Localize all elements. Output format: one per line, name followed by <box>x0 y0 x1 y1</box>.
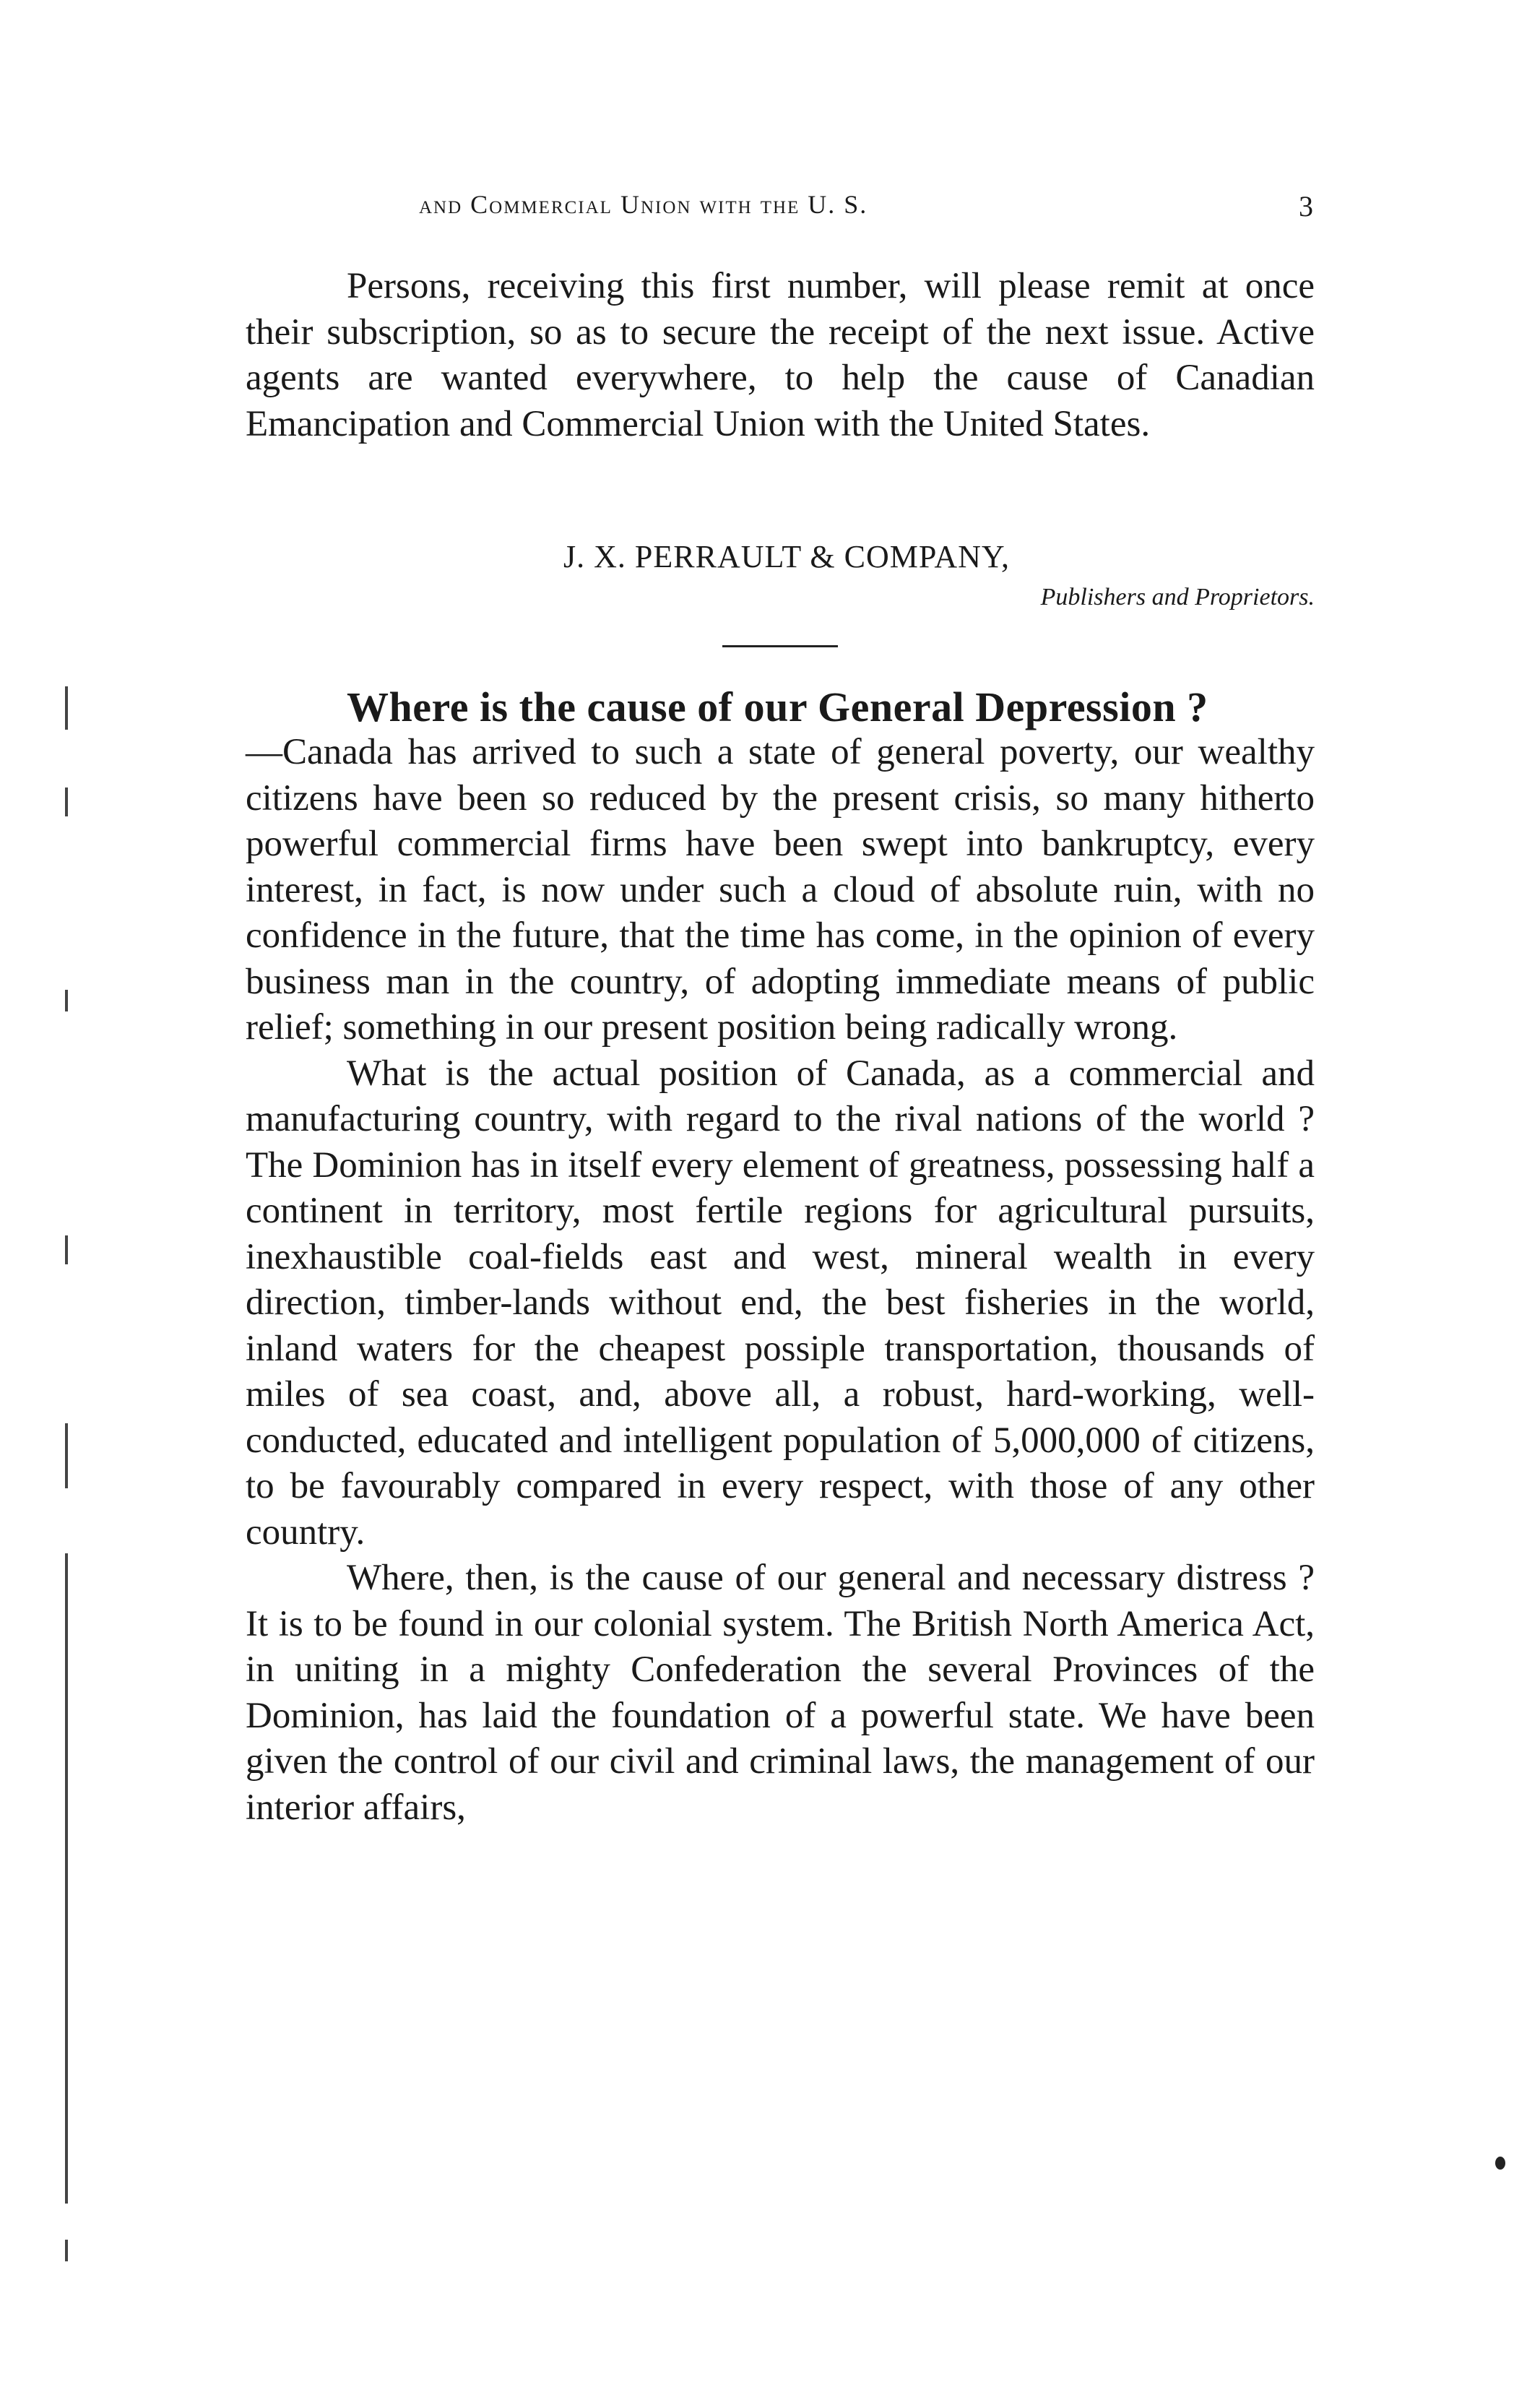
binding-margin-marks <box>65 686 79 2348</box>
article-heading: Where is the cause of our General Depression ? <box>347 683 1208 730</box>
article-paragraph: Where, then, is the cause of our general and necessary distress ? It is to be found in our colonial system. The British North America Act, in uniting in a mighty Confederation the several Provinces of the Dominion, has laid the foundation of a powerful state. We have been given the control of our civil and criminal laws, the management of our interior affairs, <box>246 1558 1315 1828</box>
page-speck <box>1495 2157 1505 2170</box>
section-divider <box>722 645 838 647</box>
notice-paragraph: Persons, receiving this first number, will please remit at once their subscription, so as to secure the receipt of the next issue. Active agents are wanted everywhere, to help the cause of Canadian Emancipation and Commercial Union with the United States. <box>246 266 1315 444</box>
book-page <box>246 0 1315 2382</box>
running-title: and Commercial Union with the U. S. <box>419 190 868 219</box>
notice-block <box>246 264 1315 447</box>
article-paragraph: What is the actual position of Canada, as a commercial and manufacturing country, with regard to the rival nations of the world ? The Dominion has in itself every element of greatness, possessing half a continent in territory, most fertile regions for agricultural pursuits, inexhaustible coal-fields east and west, mineral wealth in every direction, timber-lands without end, the best fisheries in the world, inland waters for the cheapest possiple transportation, thousands of miles of sea coast, and, above all, a robust, hard-working, well-conducted, educated and intelligent population of 5,000,000 of citizens, to be favourably compared in every respect, with those of any other country. <box>246 1053 1315 1553</box>
publisher-role: Publishers and Proprietors. <box>1040 584 1315 610</box>
article-body <box>246 730 1315 1831</box>
publisher-signature: J. X. PERRAULT & COMPANY, <box>563 539 1010 574</box>
article-paragraph: —Canada has arrived to such a state of general poverty, our wealthy citizens have been so reduced by the present crisis, so many hitherto powerful commercial firms have been swept into bankruptcy, every interest, in fact, is now under such a cloud of absolute ruin, with no confidence in the future, that the time has come, in the opinion of every business man in the country, of adopting immediate means of public relief; something in our present position being radically wrong. <box>246 732 1315 1048</box>
page-number: 3 <box>1299 190 1315 223</box>
